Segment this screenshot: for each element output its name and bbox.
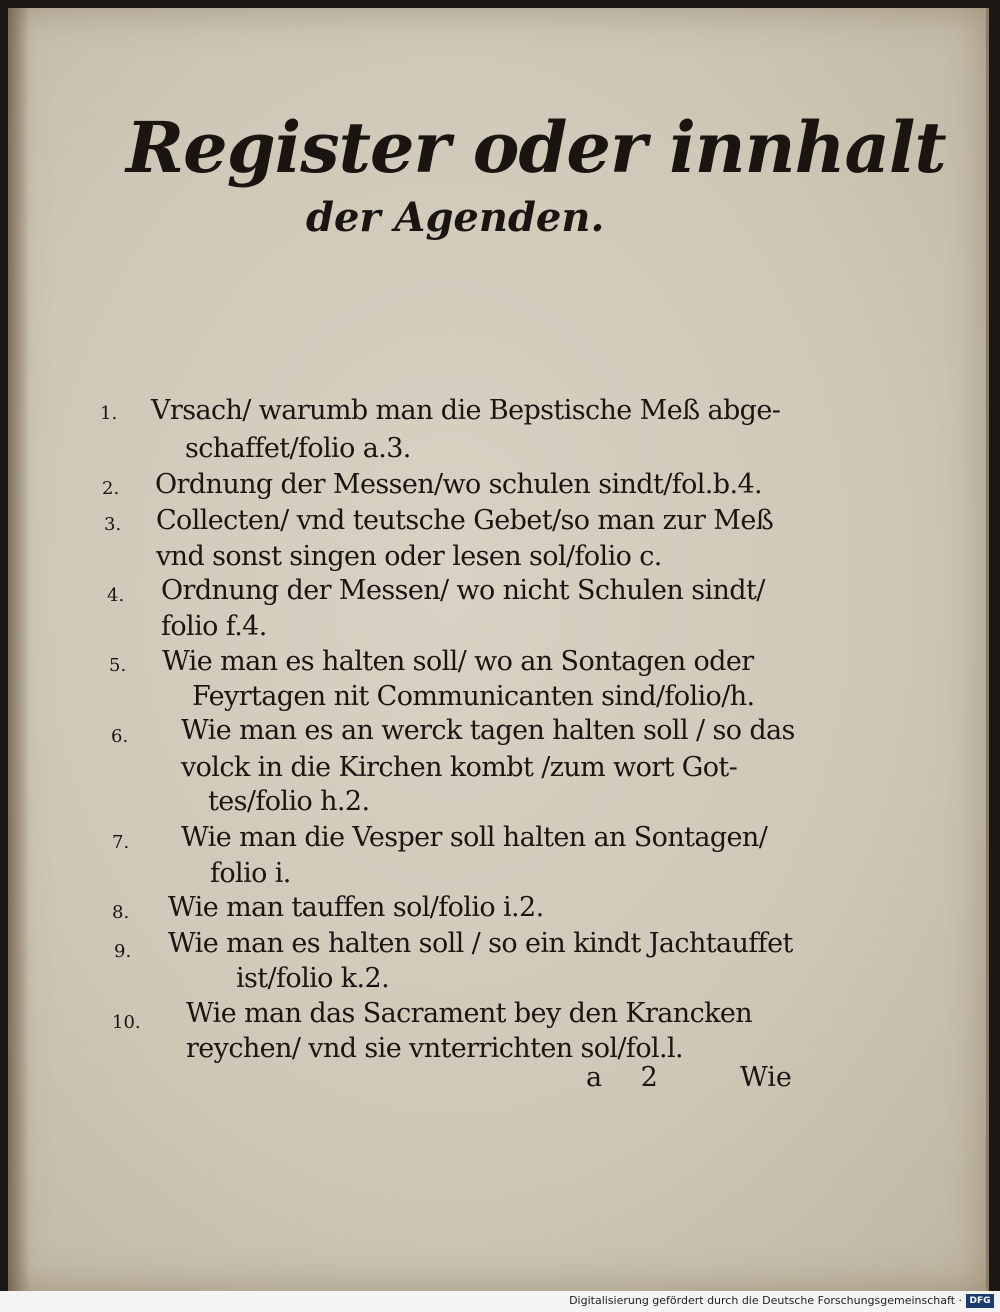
entry-line: Wie man tauffen sol/folio i.2. xyxy=(168,892,544,923)
entry-number: 3. xyxy=(104,514,122,535)
entry-line: tes/folio h.2. xyxy=(208,786,370,817)
entry-number: 2. xyxy=(102,478,120,499)
page-title: Register oder innhalt xyxy=(126,106,946,189)
entry-number: 9. xyxy=(114,941,132,962)
catchword: Wie xyxy=(740,1062,792,1093)
entry-number: 4. xyxy=(107,585,125,606)
entry-line: Wie man das Sacrament bey den Krancken xyxy=(186,998,753,1029)
book-page xyxy=(8,8,989,1291)
entry-line: vnd sonst singen oder lesen sol/folio c. xyxy=(156,541,662,572)
entry-line: Wie man es halten soll / so ein kindt Jachtauffet xyxy=(168,928,793,959)
entry-number: 10. xyxy=(112,1012,141,1033)
footer-credit: Digitalisierung gefördert durch die Deutsche Forschungsgemeinschaft · xyxy=(569,1294,962,1307)
register-list xyxy=(8,8,986,1291)
entry-line: Vrsach/ warumb man die Bepstische Meß abge- xyxy=(151,395,781,426)
entry-line: folio i. xyxy=(210,858,291,889)
entry-line: volck in die Kirchen kombt /zum wort Got- xyxy=(181,752,738,783)
entry-line: Ordnung der Messen/ wo nicht Schulen sindt/ xyxy=(161,575,765,606)
entry-number: 5. xyxy=(109,655,127,676)
entry-line: Feyrtagen nit Communicanten sind/folio/h. xyxy=(192,681,755,712)
dfg-logo: DFG xyxy=(966,1294,994,1308)
entry-number: 6. xyxy=(111,726,129,747)
entry-number: 1. xyxy=(100,403,118,424)
entry-line: schaffet/folio a.3. xyxy=(185,433,411,464)
entry-line: reychen/ vnd sie vnterrichten sol/fol.l. xyxy=(186,1033,684,1064)
entry-line: Ordnung der Messen/wo schulen sindt/fol.b.4. xyxy=(155,469,763,500)
entry-line: ist/folio k.2. xyxy=(236,963,390,994)
footer-bar xyxy=(0,1291,1000,1312)
signature-mark: a 2 xyxy=(586,1062,658,1093)
entry-line: Wie man die Vesper soll halten an Sontagen/ xyxy=(181,822,768,853)
entry-line: Collecten/ vnd teutsche Gebet/so man zur Meß xyxy=(156,505,774,536)
entry-line: Wie man es an werck tagen halten soll / so das xyxy=(181,715,795,746)
page-subtitle: der Agenden. xyxy=(306,194,605,241)
entry-line: folio f.4. xyxy=(161,611,267,642)
entry-line: Wie man es halten soll/ wo an Sontagen oder xyxy=(162,646,754,677)
entry-number: 8. xyxy=(112,902,130,923)
entry-number: 7. xyxy=(112,832,130,853)
